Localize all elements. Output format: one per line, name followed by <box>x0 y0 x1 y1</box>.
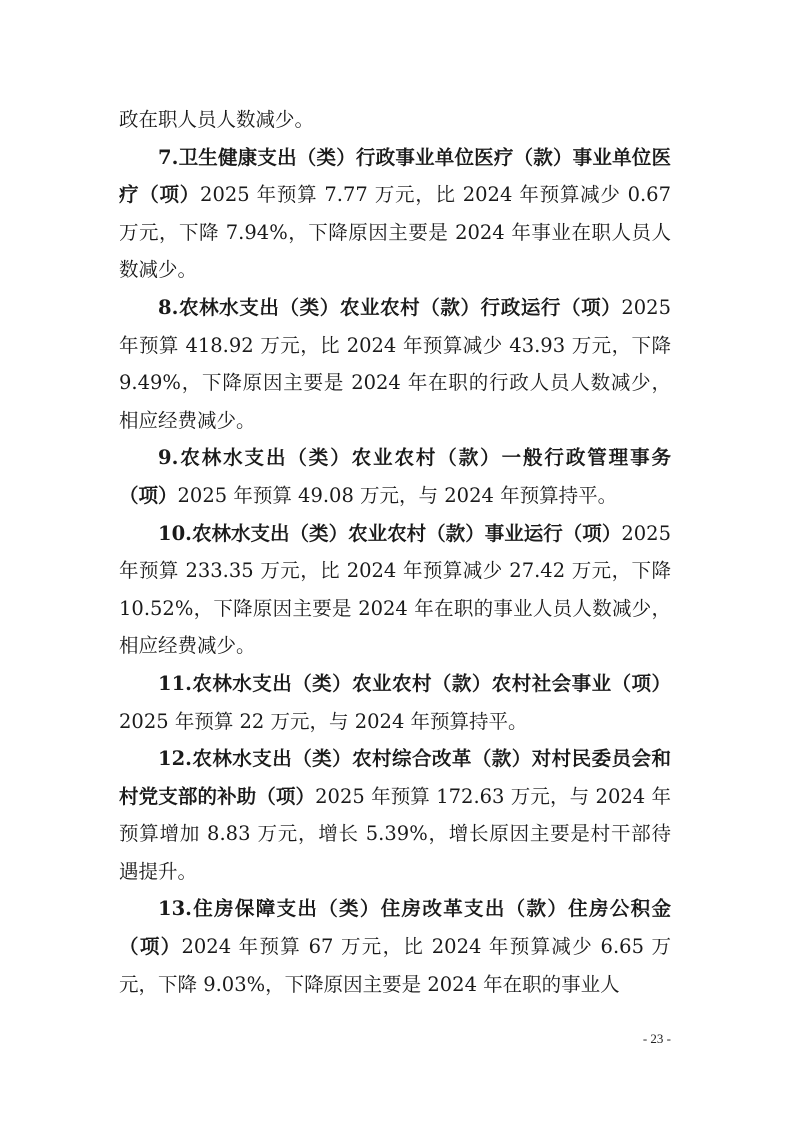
paragraph-body: 政在职人员人数减少。 <box>119 108 315 131</box>
paragraph-heading: 11.农林水支出（类）农业农村（款）农村社会事业（项） <box>158 671 671 695</box>
paragraph-item-11 <box>119 665 671 740</box>
paragraph-item-7 <box>119 139 671 289</box>
paragraph-heading: 10.农林水支出（类）农业农村（款）事业运行（项） <box>158 521 622 545</box>
paragraph-heading: 13.住房保障支出（类）住房改革支出（款）住房公积金（项） <box>119 897 671 959</box>
paragraph-body: 2025 年预算 233.35 万元，比 2024 年预算减少 27.42 万元，下降 10.52%，下降原因主要是 2024 年在职的事业人员人数减少，相应经费减少。 <box>119 521 671 658</box>
document-body <box>119 101 671 1003</box>
page-number: - 23 - <box>642 1031 671 1046</box>
paragraph-body: 2025 年预算 418.92 万元，比 2024 年预算减少 43.93 万元，下降 9.49%，下降原因主要是 2024 年在职的行政人员人数减少，相应经费减少。 <box>119 295 671 432</box>
paragraph-item-13 <box>119 890 671 1003</box>
paragraph-item-9 <box>119 439 671 514</box>
paragraph-heading: 7.卫生健康支出（类）行政事业单位医疗（款）事业单位医疗（项） <box>119 145 671 207</box>
paragraph-continuation <box>119 101 671 139</box>
paragraph-item-8 <box>119 289 671 439</box>
paragraph-heading: 12.农林水支出（类）农村综合改革（款）对村民委员会和村党支部的补助（项） <box>119 747 671 808</box>
paragraph-body: 2025 年预算 7.77 万元，比 2024 年预算减少 0.67 万元，下降 7.94%，下降原因主要是 2024 年事业在职人员人数减少。 <box>119 183 671 282</box>
paragraph-item-10 <box>119 515 671 665</box>
paragraph-heading: 8.农林水支出（类）农业农村（款）行政运行（项） <box>158 295 622 319</box>
paragraph-heading: 9.农林水支出（类）农业农村（款）一般行政管理事务（项） <box>119 446 671 507</box>
paragraph-body: 2025 年预算 49.08 万元，与 2024 年预算持平。 <box>177 483 618 507</box>
paragraph-body: 2025 年预算 172.63 万元，与 2024 年预算增加 8.83 万元，增长 5.39%，增长原因主要是村干部待遇提升。 <box>119 784 671 883</box>
paragraph-body: 2024 年预算 67 万元，比 2024 年预算减少 6.65 万元，下降 9.03%，下降原因主要是 2024 年在职的事业人 <box>119 935 671 996</box>
paragraph-item-12 <box>119 740 671 890</box>
paragraph-body: 2025 年预算 22 万元，与 2024 年预算持平。 <box>119 709 528 733</box>
